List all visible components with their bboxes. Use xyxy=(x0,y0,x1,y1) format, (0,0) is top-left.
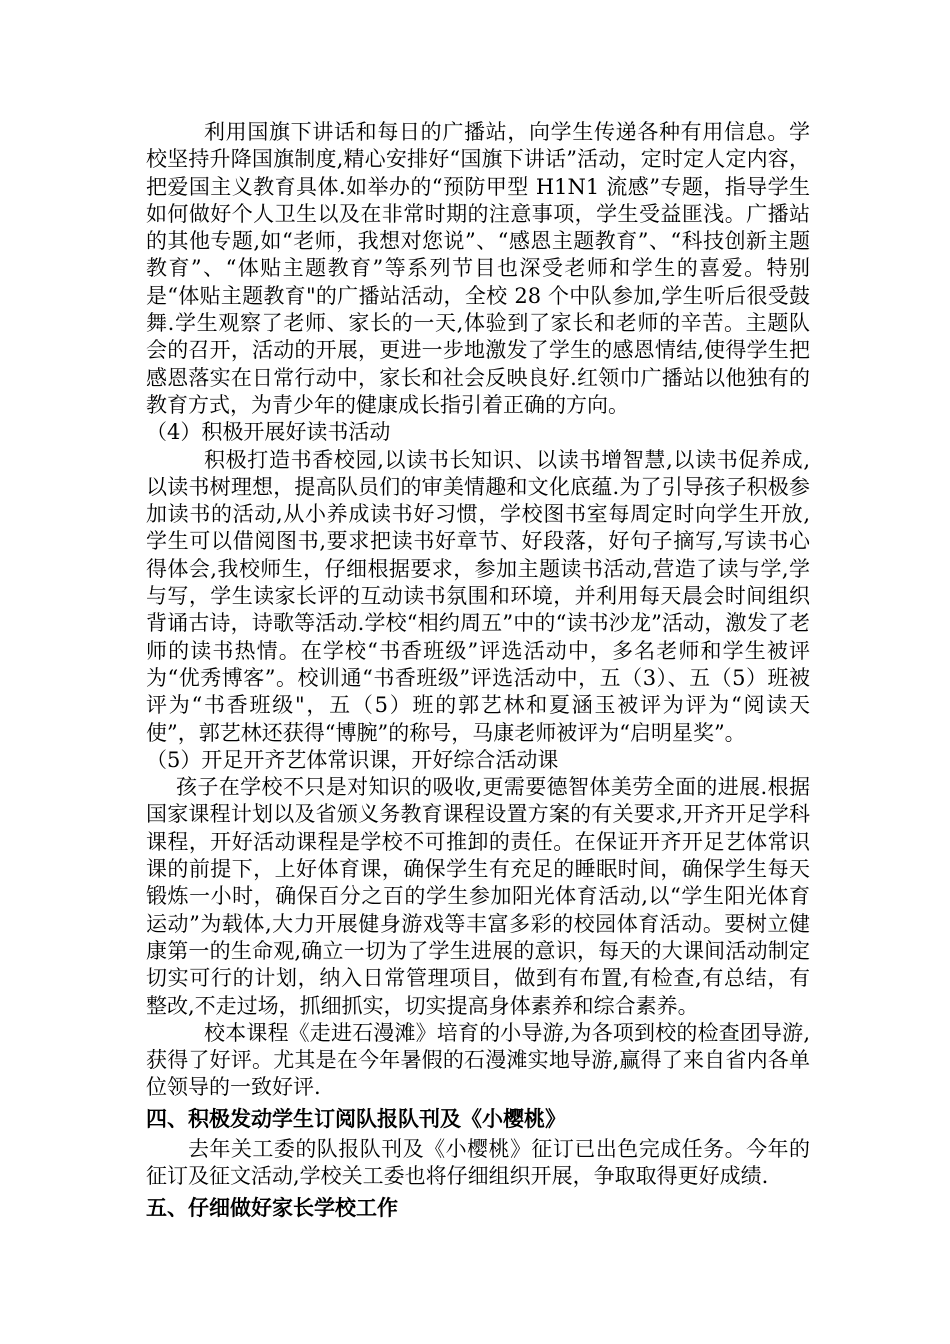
paragraph-school-based-course: 校本课程《走进石漫滩》培育的小导游,为各项到校的检查团导游,获得了好评。尤其是在今年暑假的石漫滩实地导游,赢得了来自省内各单位领导的一致好评. xyxy=(146,1020,810,1100)
paragraph-section-four: 去年关工委的队报队刊及《小樱桃》征订已出色完成任务。今年的征订及征文活动,学校关工委也将仔细组织开展，争取取得更好成绩. xyxy=(146,1136,810,1188)
paragraph-reading-activities: 积极打造书香校园,以读书长知识、以读书增智慧,以读书促养成,以读书树理想，提高队员们的审美情趣和文化底蕴.为了引导孩子积极参加读书的活动,从小养成读书好习惯，学校图书室每周定时向学生开放,学生可以借阅图书,要求把读书好章节、好段落，好句子摘写,写读书心得体会,我校师生，仔细根据要求，参加主题读书活动,营造了读与学,学与写，学生读家长评的互动读书氛围和环境，并利用每天晨会时间组织背诵古诗，诗歌等活动.学校“相约周五”中的“读书沙龙”活动，激发了老师的读书热情。在学校“书香班级”评选活动中，多名老师和学生被评为“优秀博客”。校训通“书香班级”评选活动中，五（3）、五（5）班被评为“书香班级"，五（5）班的郭艺林和夏涵玉被评为评为“阅读天使”，郭艺林还获得“博腕”的称号，马康老师被评为“启明星奖”。 xyxy=(146,447,810,745)
subheading-arts-sports-courses: （5）开足开齐艺体常识课，开好综合活动课 xyxy=(146,747,559,772)
section-heading-four: 四、积极发动学生订阅队报队刊及《小樱桃》 xyxy=(146,1105,566,1131)
subheading-reading-activities: （4）积极开展好读书活动 xyxy=(146,420,391,445)
paragraph-broadcast-station: 利用国旗下讲话和每日的广播站，向学生传递各种有用信息。学校坚持升降国旗制度,精心安排好“国旗下讲话”活动，定时定人定内容，把爱国主义教育具体.如举办的“预防甲型 H1N1 流感”专题，指导学生如何做好个人卫生以及在非常时期的注意事项，学生受益匪浅。广播站的其他专题,如“老师，我想对您说”、“感恩主题教育”、“科技创新主题教育”、“体贴主题教育”等系列节目也深受老师和学生的喜爱。特别是“体贴主题教育"的广播站活动，全校 28 个中队参加,学生听后很受鼓舞.学生观察了老师、家长的一天,体验到了家长和老师的辛苦。主题队会的召开，活动的开展，更进一步地激发了学生的感恩情结,使得学生把感恩落实在日常行动中，家长和社会反映良好.红领巾广播站以他独有的教育方式，为青少年的健康成长指引着正确的方向。 xyxy=(146,120,810,417)
paragraph-arts-sports-courses: 孩子在学校不只是对知识的吸收,更需要德智体美劳全面的进展.根据国家课程计划以及省颁义务教育课程设置方案的有关要求,开齐开足学科课程，开好活动课程是学校不可推卸的责任。在保证开齐开足艺体常识课的前提下，上好体育课，确保学生有充足的睡眠时间，确保学生每天锻炼一小时，确保百分之百的学生参加阳光体育活动,以“学生阳光体育运动”为载体,大力开展健身游戏等丰富多彩的校园体育活动。要树立健康第一的生命观,确立一切为了学生进展的意识，每天的大课间活动制定切实可行的计划，纳入日常管理项目，做到有布置,有检查,有总结，有整改,不走过场，抓细抓实，切实提高身体素养和综合素养。 xyxy=(146,775,810,1018)
section-heading-five: 五、仔细做好家长学校工作 xyxy=(146,1195,398,1221)
document-page xyxy=(146,119,810,1226)
